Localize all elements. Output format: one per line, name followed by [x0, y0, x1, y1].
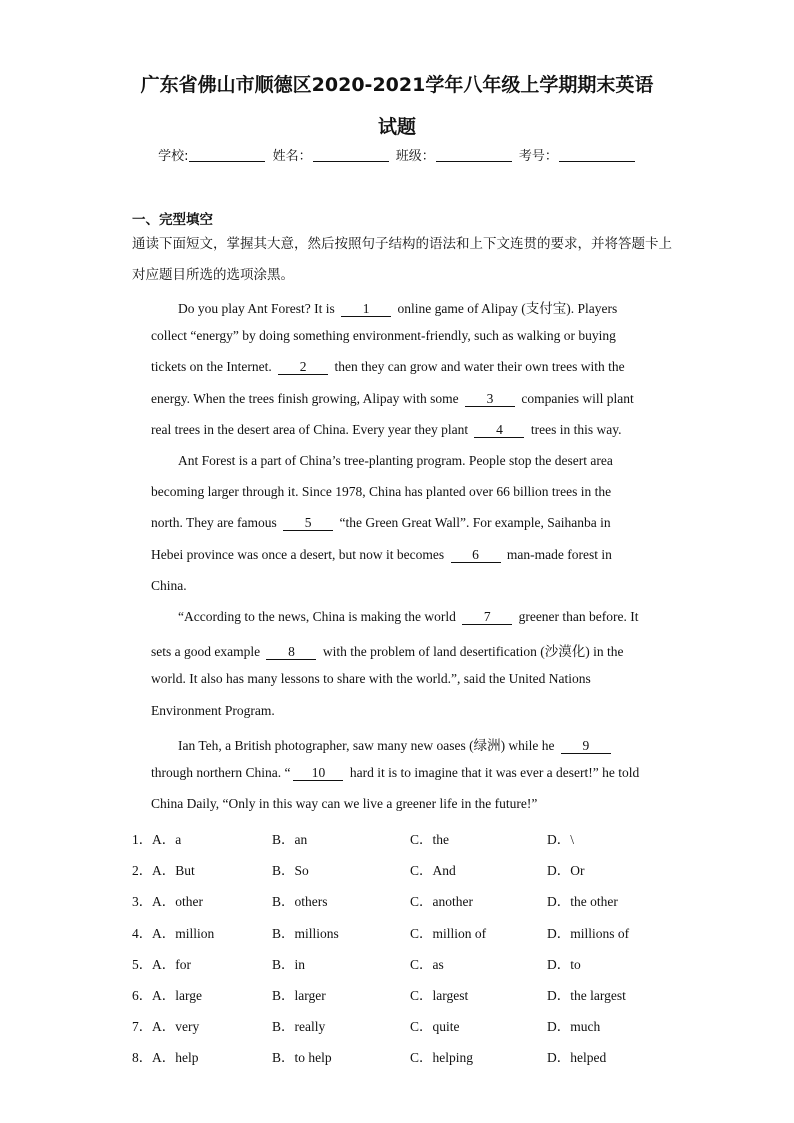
- option-d[interactable]: D．Or: [547, 863, 585, 879]
- question-number: 4．: [132, 925, 153, 941]
- option-c[interactable]: C．the: [410, 832, 449, 847]
- question-options-5: [132, 953, 692, 973]
- question-options-3: [132, 890, 692, 910]
- passage-line: [151, 547, 612, 563]
- passage-text: becoming larger through it. Since 1978, China has planted over 66 billion trees in the: [151, 484, 612, 500]
- option-a[interactable]: A．But: [152, 863, 195, 879]
- blank-6: 6: [451, 548, 501, 563]
- passage-text: sets a good example: [151, 644, 264, 660]
- option-c[interactable]: C．as: [410, 956, 444, 972]
- option-b[interactable]: B．to help: [272, 1050, 332, 1066]
- passage-text: tickets on the Internet.: [151, 359, 276, 375]
- passage-line: [151, 796, 537, 812]
- passage-text: collect “energy” by doing something environment-friendly, such as walking or buying: [151, 328, 616, 344]
- option-c[interactable]: C．million of: [410, 925, 487, 941]
- school-label: 学校:: [158, 149, 189, 164]
- blank-4: 4: [474, 423, 524, 438]
- passage-text: Ian Teh, a British photographer, saw many new oases (绿洲) while he: [178, 737, 558, 753]
- blank-8: 8: [266, 645, 316, 660]
- question-number: 7．: [132, 1019, 153, 1035]
- option-d[interactable]: D．much: [547, 1019, 601, 1035]
- passage-text: world. It also has many lessons to share with the world.”, said the United Nations: [151, 671, 591, 687]
- option-b[interactable]: B．really: [272, 1019, 326, 1035]
- section-heading: 一、完型填空: [132, 212, 213, 228]
- passage-line: [178, 297, 617, 317]
- blank-2: 2: [278, 360, 328, 375]
- passage-text: energy. When the trees finish growing, Alipay with some: [151, 390, 462, 406]
- class-field[interactable]: [436, 148, 512, 162]
- option-b[interactable]: B．So: [272, 863, 309, 879]
- option-c[interactable]: C．quite: [410, 1019, 460, 1035]
- question-number: 3．: [132, 894, 153, 910]
- passage-text: China.: [151, 577, 187, 593]
- passage-line: [151, 328, 616, 344]
- blank-3: 3: [465, 392, 515, 407]
- passage-text: Ant Forest is a part of China’s tree-planting program. People stop the desert area: [178, 453, 613, 468]
- option-a[interactable]: A．large: [152, 988, 202, 1003]
- passage-text: hard it is to imagine that it was ever a desert!” he told: [346, 765, 640, 780]
- blank-5: 5: [283, 516, 333, 531]
- blank-10: 10: [293, 766, 343, 781]
- question-number: 2．: [132, 863, 153, 879]
- school-field[interactable]: [189, 148, 265, 162]
- passage-text: online game of Alipay (支付宝). Players: [394, 301, 618, 316]
- document-title-line-2: 试题: [377, 116, 416, 138]
- option-b[interactable]: B．an: [272, 832, 308, 847]
- option-d[interactable]: D．\: [547, 832, 574, 847]
- passage-line: [151, 422, 621, 438]
- option-d[interactable]: D．to: [547, 956, 581, 972]
- option-b[interactable]: B．larger: [272, 988, 326, 1003]
- passage-text: through northern China. “: [151, 765, 291, 780]
- blank-1: 1: [341, 302, 391, 317]
- question-options-4: [132, 922, 692, 942]
- passage-text: then they can grow and water their own trees with the: [331, 359, 625, 375]
- passage-line: [151, 703, 275, 719]
- option-a[interactable]: A．help: [152, 1050, 199, 1066]
- passage-line: [151, 359, 625, 375]
- passage-line: [151, 578, 187, 594]
- question-number: 6．: [132, 988, 153, 1003]
- passage-text: real trees in the desert area of China. Every year they plant: [151, 421, 472, 437]
- passage-line: [151, 765, 639, 781]
- passage-line: [151, 391, 634, 407]
- passage-text: “the Green Great Wall”. For example, Saihanba in: [336, 515, 611, 531]
- name-label: 姓名：: [272, 149, 312, 164]
- question-number: 8．: [132, 1050, 153, 1066]
- passage-text: companies will plant: [517, 390, 634, 406]
- passage-text: Environment Program.: [151, 702, 275, 718]
- passage-text: with the problem of land desertification (沙漠化) in the: [319, 644, 624, 660]
- option-d[interactable]: D．the largest: [547, 988, 626, 1003]
- option-a[interactable]: A．for: [152, 956, 191, 972]
- passage-text: man-made forest in: [503, 546, 612, 562]
- passage-text: Do you play Ant Forest? It is: [178, 301, 339, 316]
- passage-text: greener than before. It: [515, 609, 639, 624]
- option-b[interactable]: B．millions: [272, 925, 339, 941]
- option-a[interactable]: A．other: [152, 894, 203, 910]
- blank-9: 9: [561, 739, 611, 754]
- question-number: 5．: [132, 956, 153, 972]
- class-label: 班级：: [395, 149, 435, 164]
- passage-text: China Daily, “Only in this way can we live a greener life in the future!”: [151, 796, 538, 812]
- question-options-2: [132, 859, 692, 879]
- option-a[interactable]: A．million: [152, 925, 215, 941]
- section-instruction: 通读下面短文，掌握其大意，然后按照句子结构的语法和上下文连贯的要求，并将答题卡上对应题目所选的选项涂黑。: [132, 236, 672, 283]
- option-d[interactable]: D．helped: [547, 1050, 607, 1066]
- passage-line: [151, 484, 611, 500]
- passage-line: [178, 609, 639, 625]
- passage-text: Hebei province was once a desert, but now it becomes: [151, 546, 448, 562]
- option-c[interactable]: C．And: [410, 863, 456, 879]
- option-b[interactable]: B．others: [272, 894, 328, 910]
- question-options-6: [132, 984, 692, 1004]
- name-field[interactable]: [313, 148, 389, 162]
- option-d[interactable]: D．the other: [547, 894, 618, 910]
- question-options-8: [132, 1046, 692, 1066]
- passage-text: “According to the news, China is making the world: [178, 609, 460, 624]
- question-options-7: [132, 1015, 692, 1035]
- passage-text: north. They are famous: [151, 515, 281, 531]
- question-options-1: [132, 828, 692, 848]
- option-c[interactable]: C．largest: [410, 988, 469, 1003]
- exam-number-label: 考号：: [518, 149, 558, 164]
- blank-7: 7: [462, 610, 512, 625]
- option-a[interactable]: A．a: [152, 832, 182, 847]
- option-a[interactable]: A．very: [152, 1019, 200, 1035]
- option-c[interactable]: C．helping: [410, 1050, 473, 1066]
- passage-line: [178, 734, 614, 754]
- passage-line: [151, 515, 611, 531]
- option-d[interactable]: D．millions of: [547, 925, 630, 941]
- document-title-line-1: 广东省佛山市顺德区2020-2021学年八年级上学期期末英语: [140, 74, 654, 96]
- question-number: 1．: [132, 832, 153, 847]
- passage-text: trees in this way.: [527, 421, 622, 437]
- passage-line: [151, 640, 624, 660]
- option-c[interactable]: C．another: [410, 894, 473, 910]
- passage-line: [178, 453, 613, 469]
- exam-number-field[interactable]: [559, 148, 635, 162]
- student-info-line: [0, 145, 794, 164]
- passage-line: [151, 671, 591, 687]
- option-b[interactable]: B．in: [272, 956, 306, 972]
